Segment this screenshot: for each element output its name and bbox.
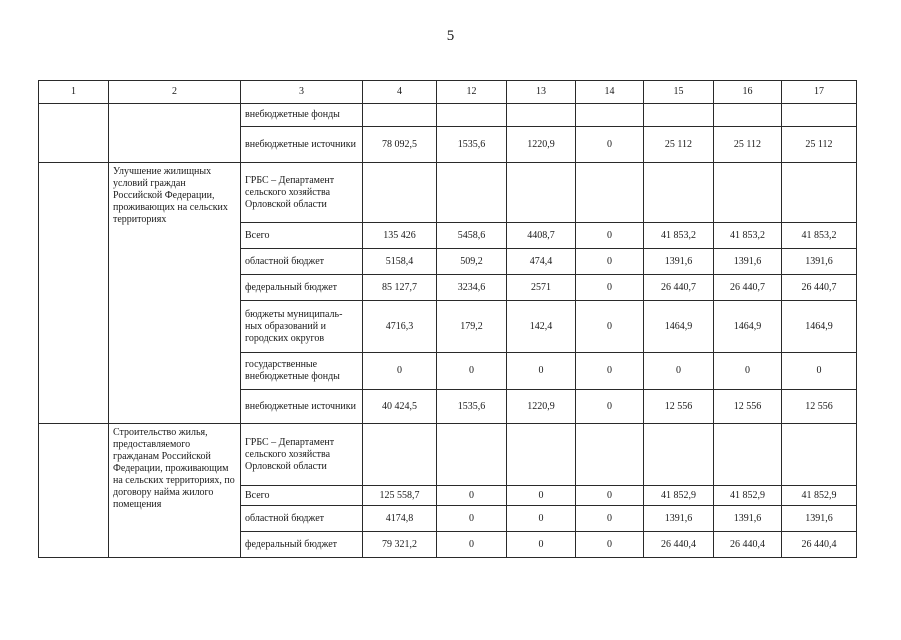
value-cell (714, 424, 782, 486)
value-cell: 41 853,2 (714, 223, 782, 249)
number-cell (39, 104, 109, 163)
value-cell: 41 853,2 (644, 223, 714, 249)
value-cell (782, 424, 857, 486)
value-cell (576, 424, 644, 486)
value-cell (714, 104, 782, 127)
value-cell: 26 440,4 (782, 532, 857, 558)
value-cell: 3234,6 (437, 275, 507, 301)
value-cell: 1535,6 (437, 390, 507, 424)
value-cell: 2571 (507, 275, 576, 301)
value-cell (782, 104, 857, 127)
value-cell: 0 (644, 353, 714, 390)
value-cell: 0 (507, 532, 576, 558)
page-number: 5 (446, 28, 455, 44)
value-cell: 1464,9 (644, 301, 714, 353)
budget-table (38, 80, 857, 558)
value-cell: 12 556 (714, 390, 782, 424)
value-cell (437, 163, 507, 223)
value-cell: 0 (437, 506, 507, 532)
value-cell (644, 163, 714, 223)
value-cell: 0 (437, 486, 507, 506)
header-cell: 12 (437, 81, 507, 104)
header-cell: 14 (576, 81, 644, 104)
value-cell: 40 424,5 (363, 390, 437, 424)
value-cell: 0 (437, 353, 507, 390)
value-cell: 12 556 (782, 390, 857, 424)
value-cell: 41 853,2 (782, 223, 857, 249)
source-label-cell: федеральный бюджет (241, 532, 363, 558)
value-cell: 85 127,7 (363, 275, 437, 301)
value-cell (576, 163, 644, 223)
table-row (39, 163, 857, 223)
source-label-cell: областной бюджет (241, 506, 363, 532)
header-cell: 4 (363, 81, 437, 104)
header-cell: 3 (241, 81, 363, 104)
value-cell: 0 (576, 486, 644, 506)
value-cell: 179,2 (437, 301, 507, 353)
value-cell: 1464,9 (782, 301, 857, 353)
value-cell (363, 104, 437, 127)
value-cell: 0 (782, 353, 857, 390)
value-cell: 1391,6 (714, 506, 782, 532)
number-cell (39, 163, 109, 424)
value-cell: 25 112 (782, 127, 857, 163)
value-cell: 0 (363, 353, 437, 390)
value-cell: 142,4 (507, 301, 576, 353)
value-cell (507, 104, 576, 127)
value-cell (644, 424, 714, 486)
value-cell: 0 (714, 353, 782, 390)
value-cell: 0 (576, 223, 644, 249)
source-label-cell: областной бюджет (241, 249, 363, 275)
value-cell: 0 (507, 353, 576, 390)
header-cell: 13 (507, 81, 576, 104)
source-label-cell: федеральный бюджет (241, 275, 363, 301)
value-cell: 1391,6 (644, 506, 714, 532)
value-cell: 25 112 (644, 127, 714, 163)
value-cell: 0 (576, 506, 644, 532)
value-cell (507, 424, 576, 486)
source-label-cell: внебюджетные источники (241, 127, 363, 163)
value-cell: 1391,6 (782, 506, 857, 532)
value-cell (437, 104, 507, 127)
value-cell: 125 558,7 (363, 486, 437, 506)
source-label-cell: ГРБС – Департамент сельского хозяйства Орловской области (241, 424, 363, 486)
source-label-cell: ГРБС – Департамент сельского хозяйства Орловской области (241, 163, 363, 223)
number-cell (39, 424, 109, 558)
value-cell: 1391,6 (644, 249, 714, 275)
source-label-cell: государственные внебюджетные фонды (241, 353, 363, 390)
header-row (39, 81, 857, 104)
value-cell: 5158,4 (363, 249, 437, 275)
source-label-cell: бюджеты муниципаль-ных образований и городских округов (241, 301, 363, 353)
header-cell: 15 (644, 81, 714, 104)
source-label-cell: Всего (241, 486, 363, 506)
value-cell: 4408,7 (507, 223, 576, 249)
value-cell: 0 (507, 506, 576, 532)
value-cell (437, 424, 507, 486)
value-cell (507, 163, 576, 223)
value-cell: 41 852,9 (714, 486, 782, 506)
value-cell: 5458,6 (437, 223, 507, 249)
value-cell: 135 426 (363, 223, 437, 249)
value-cell: 0 (576, 127, 644, 163)
table-row (39, 104, 857, 127)
value-cell: 79 321,2 (363, 532, 437, 558)
value-cell (363, 163, 437, 223)
value-cell: 4716,3 (363, 301, 437, 353)
value-cell: 0 (576, 301, 644, 353)
value-cell (714, 163, 782, 223)
value-cell: 1391,6 (714, 249, 782, 275)
header-cell: 17 (782, 81, 857, 104)
value-cell: 78 092,5 (363, 127, 437, 163)
header-cell: 2 (109, 81, 241, 104)
value-cell: 0 (576, 353, 644, 390)
value-cell: 0 (437, 532, 507, 558)
value-cell: 1464,9 (714, 301, 782, 353)
header-cell: 16 (714, 81, 782, 104)
value-cell: 41 852,9 (782, 486, 857, 506)
measure-title-cell: Строительство жилья, предоставляемого гражданам Российской Федерации, проживающим на сельских территориях, по договору найма жилого помещения (109, 424, 241, 558)
value-cell: 26 440,4 (714, 532, 782, 558)
header-cell: 1 (39, 81, 109, 104)
value-cell: 1391,6 (782, 249, 857, 275)
value-cell: 1220,9 (507, 390, 576, 424)
table-row (39, 424, 857, 486)
value-cell: 1535,6 (437, 127, 507, 163)
value-cell: 0 (576, 275, 644, 301)
value-cell: 26 440,4 (644, 532, 714, 558)
measure-title-cell: Улучшение жилищных условий граждан Российской Федерации, проживающих на сельских территориях (109, 163, 241, 424)
value-cell: 26 440,7 (782, 275, 857, 301)
value-cell: 509,2 (437, 249, 507, 275)
value-cell (644, 104, 714, 127)
measure-title-cell (109, 104, 241, 163)
value-cell: 1220,9 (507, 127, 576, 163)
value-cell (363, 424, 437, 486)
value-cell: 0 (576, 249, 644, 275)
value-cell: 26 440,7 (644, 275, 714, 301)
source-label-cell: внебюджетные источники (241, 390, 363, 424)
value-cell: 474,4 (507, 249, 576, 275)
source-label-cell: Всего (241, 223, 363, 249)
value-cell: 25 112 (714, 127, 782, 163)
value-cell (782, 163, 857, 223)
value-cell: 0 (576, 532, 644, 558)
value-cell: 0 (576, 390, 644, 424)
value-cell (576, 104, 644, 127)
value-cell: 26 440,7 (714, 275, 782, 301)
source-label-cell: внебюджетные фонды (241, 104, 363, 127)
value-cell: 41 852,9 (644, 486, 714, 506)
value-cell: 0 (507, 486, 576, 506)
value-cell: 4174,8 (363, 506, 437, 532)
value-cell: 12 556 (644, 390, 714, 424)
